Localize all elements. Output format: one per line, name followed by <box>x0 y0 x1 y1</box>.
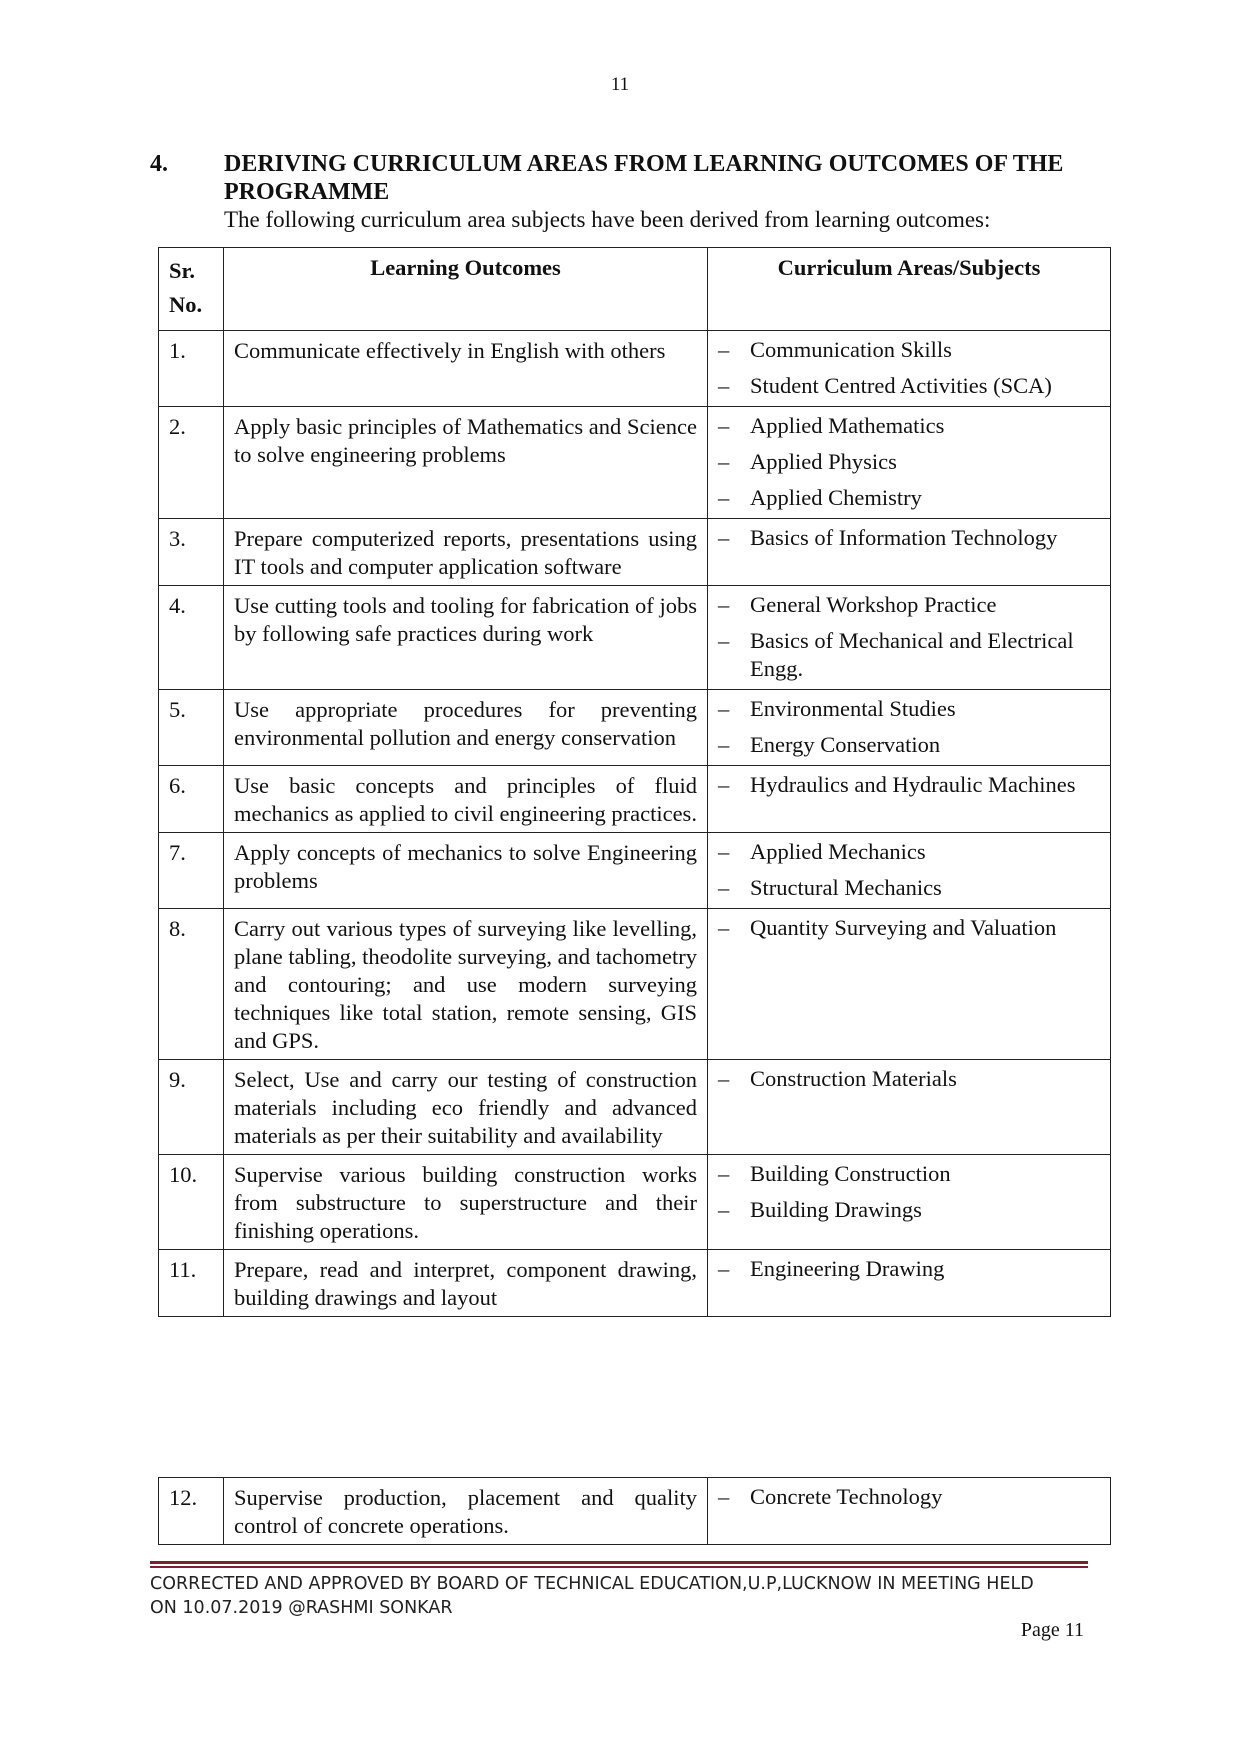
subject-label: Quantity Surveying and Valuation <box>750 915 1057 940</box>
row-sr-no: 11. <box>159 1250 224 1317</box>
row-sr-no: 1. <box>159 331 224 407</box>
subject-label: Applied Physics <box>750 449 897 474</box>
row-learning-outcome: Apply basic principles of Mathematics and Science to solve engineering problems <box>224 407 708 519</box>
dash-bullet-icon: – <box>718 413 730 438</box>
footer-divider <box>150 1561 1088 1568</box>
dash-bullet-icon: – <box>718 1161 730 1186</box>
dash-bullet-icon: – <box>718 915 730 940</box>
row-sr-no: 6. <box>159 766 224 833</box>
subject-label: Applied Mathematics <box>750 413 945 438</box>
subject-item <box>718 1065 1102 1093</box>
subject-label: Energy Conservation <box>750 732 941 757</box>
subject-item <box>718 591 1102 619</box>
row-learning-outcome: Use basic concepts and principles of fluid mechanics as applied to civil engineering practices. <box>224 766 708 833</box>
header-learning-outcomes: Learning Outcomes <box>224 248 708 331</box>
subject-label: Environmental Studies <box>750 696 956 721</box>
subject-label: Applied Chemistry <box>750 485 922 510</box>
subject-label: Building Construction <box>750 1161 951 1186</box>
page-number-top: 11 <box>610 74 630 95</box>
row-learning-outcome: Use appropriate procedures for preventing environmental pollution and energy conservation <box>224 690 708 766</box>
subject-item <box>718 1196 1102 1224</box>
subject-item <box>718 1483 1102 1511</box>
section-intro: The following curriculum area subjects have been derived from learning outcomes: <box>224 207 991 232</box>
subject-item <box>718 695 1102 723</box>
subject-item <box>718 524 1102 552</box>
subject-label: Structural Mechanics <box>750 875 942 900</box>
dash-bullet-icon: – <box>718 1484 730 1509</box>
row-learning-outcome: Select, Use and carry our testing of construction materials including eco friendly and advanced materials as per their suitability and availability <box>224 1060 708 1155</box>
subject-item <box>718 412 1102 440</box>
dash-bullet-icon: – <box>718 449 730 474</box>
dash-bullet-icon: – <box>718 485 730 510</box>
dash-bullet-icon: – <box>718 1197 730 1222</box>
subject-item <box>718 1160 1102 1188</box>
section-number: 4. <box>150 151 168 177</box>
row-learning-outcome: Carry out various types of surveying like levelling, plane tabling, theodolite surveying, and tachometry and contouring; and use modern surveying techniques like total station, remote sensing, GIS and GPS. <box>224 909 708 1060</box>
subject-item <box>718 372 1102 400</box>
dash-bullet-icon: – <box>718 373 730 398</box>
subject-item <box>718 448 1102 476</box>
row-learning-outcome: Communicate effectively in English with others <box>224 331 708 407</box>
subject-item <box>718 771 1102 799</box>
row-learning-outcome: Supervise various building construction works from substructure to superstructure and their finishing operations. <box>224 1155 708 1250</box>
table-row <box>159 407 1111 519</box>
row-learning-outcome: Prepare computerized reports, presentations using IT tools and computer application software <box>224 519 708 586</box>
dash-bullet-icon: – <box>718 525 730 550</box>
dash-bullet-icon: – <box>718 592 730 617</box>
row-curriculum-areas <box>708 1060 1111 1155</box>
dash-bullet-icon: – <box>718 875 730 900</box>
footer-page-label: Page 11 <box>1020 1619 1084 1641</box>
subject-item <box>718 484 1102 512</box>
row-curriculum-areas <box>708 766 1111 833</box>
dash-bullet-icon: – <box>718 1256 730 1281</box>
dash-bullet-icon: – <box>718 1066 730 1091</box>
row-curriculum-areas <box>708 909 1111 1060</box>
dash-bullet-icon: – <box>718 839 730 864</box>
table-row <box>159 519 1111 586</box>
table-row <box>159 1155 1111 1250</box>
subject-label: Building Drawings <box>750 1197 922 1222</box>
table-row <box>159 331 1111 407</box>
table-row <box>159 833 1111 909</box>
dash-bullet-icon: – <box>718 628 730 653</box>
subject-label: Communication Skills <box>750 337 952 362</box>
subject-item <box>718 838 1102 866</box>
table-row <box>159 766 1111 833</box>
row-sr-no: 9. <box>159 1060 224 1155</box>
row-curriculum-areas <box>708 519 1111 586</box>
row-sr-no: 8. <box>159 909 224 1060</box>
table-header-row <box>159 248 1111 331</box>
row-curriculum-areas <box>708 690 1111 766</box>
row-sr-no: 10. <box>159 1155 224 1250</box>
subject-item <box>718 1255 1102 1283</box>
subject-label: Concrete Technology <box>750 1484 943 1509</box>
row-sr-no: 3. <box>159 519 224 586</box>
curriculum-table-continued <box>158 1477 1111 1545</box>
row-learning-outcome: Supervise production, placement and quality control of concrete operations. <box>224 1478 708 1545</box>
table-row <box>159 1478 1111 1545</box>
subject-label: Hydraulics and Hydraulic Machines <box>750 772 1076 797</box>
section-heading <box>150 150 1070 206</box>
dash-bullet-icon: – <box>718 337 730 362</box>
dash-bullet-icon: – <box>718 696 730 721</box>
footer-line-2: ON 10.07.2019 @RASHMI SONKAR <box>150 1598 453 1618</box>
subject-label: General Workshop Practice <box>750 592 997 617</box>
row-sr-no: 4. <box>159 586 224 690</box>
table-row <box>159 1250 1111 1317</box>
row-curriculum-areas <box>708 833 1111 909</box>
row-curriculum-areas <box>708 407 1111 519</box>
footer-line-1: CORRECTED AND APPROVED BY BOARD OF TECHNICAL EDUCATION,U.P,LUCKNOW IN MEETING HELD <box>150 1574 1034 1594</box>
row-learning-outcome: Use cutting tools and tooling for fabrication of jobs by following safe practices during work <box>224 586 708 690</box>
subject-item <box>718 731 1102 759</box>
subject-item <box>718 874 1102 902</box>
header-sr-no: Sr. No. <box>159 248 224 331</box>
row-curriculum-areas <box>708 1478 1111 1545</box>
table-row <box>159 586 1111 690</box>
subject-label: Basics of Information Technology <box>750 525 1058 550</box>
row-sr-no: 5. <box>159 690 224 766</box>
subject-item <box>718 914 1102 942</box>
subject-item <box>718 627 1102 683</box>
curriculum-table <box>158 247 1111 1317</box>
footer-approval-note <box>150 1572 1110 1620</box>
subject-label: Engineering Drawing <box>750 1256 945 1281</box>
row-curriculum-areas <box>708 1250 1111 1317</box>
table-row <box>159 1060 1111 1155</box>
row-sr-no: 12. <box>159 1478 224 1545</box>
dash-bullet-icon: – <box>718 732 730 757</box>
row-curriculum-areas <box>708 586 1111 690</box>
row-curriculum-areas <box>708 1155 1111 1250</box>
subject-label: Basics of Mechanical and Electrical Engg. <box>750 628 1074 681</box>
subject-label: Applied Mechanics <box>750 839 926 864</box>
header-curriculum-areas: Curriculum Areas/Subjects <box>708 248 1111 331</box>
row-learning-outcome: Prepare, read and interpret, component drawing, building drawings and layout <box>224 1250 708 1317</box>
section-title: DERIVING CURRICULUM AREAS FROM LEARNING OUTCOMES OF THE PROGRAMME <box>224 151 1064 205</box>
row-sr-no: 2. <box>159 407 224 519</box>
table-row <box>159 690 1111 766</box>
row-learning-outcome: Apply concepts of mechanics to solve Engineering problems <box>224 833 708 909</box>
subject-item <box>718 336 1102 364</box>
dash-bullet-icon: – <box>718 772 730 797</box>
subject-label: Construction Materials <box>750 1066 957 1091</box>
row-sr-no: 7. <box>159 833 224 909</box>
row-curriculum-areas <box>708 331 1111 407</box>
table-row <box>159 909 1111 1060</box>
subject-label: Student Centred Activities (SCA) <box>750 373 1052 398</box>
